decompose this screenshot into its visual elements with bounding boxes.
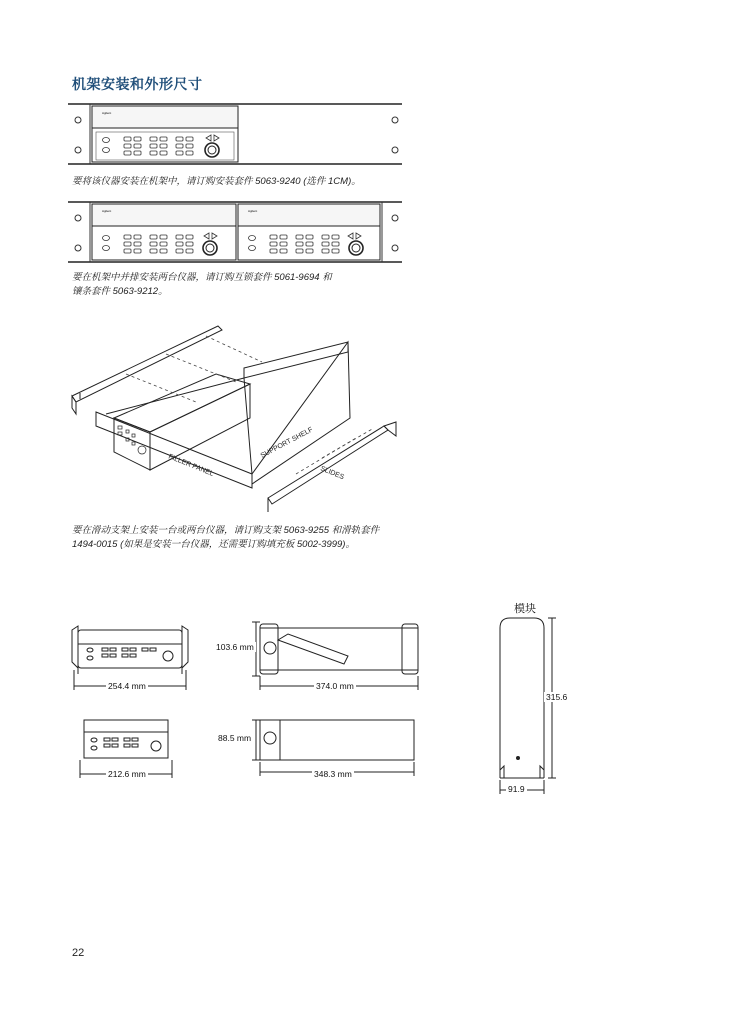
- rack-double-figure: [68, 198, 404, 266]
- dim-large-depth: 374.0 mm: [316, 681, 354, 691]
- caption-rack-single: 要将该仪器安装在机架中，请订购安装套件 5063-9240 (选件 1CM)。: [72, 176, 361, 187]
- dim-small-width: 212.6 mm: [108, 769, 146, 779]
- module-view: [490, 614, 560, 796]
- caption-shelf-line1: 要在滑动支架上安装一台或两台仪器，请订购支架 5063-9255 和滑轨套件: [72, 525, 380, 536]
- dim-module-width: 91.9: [508, 784, 525, 794]
- dim-module-height: 315.6: [546, 692, 568, 702]
- instrument-front-panel-left: [92, 204, 236, 260]
- instrument-front-panel-right: [238, 204, 380, 260]
- svg-text:Agilent: Agilent: [102, 209, 112, 213]
- label-support-shelf: SUPPORT SHELF: [259, 426, 315, 460]
- instrument-front-panel: [92, 106, 238, 162]
- caption-shelf: [72, 524, 379, 552]
- dim-small-height: 88.5 mm: [218, 733, 252, 743]
- dim-large-height: 103.6 mm: [216, 642, 254, 652]
- svg-text:Agilent: Agilent: [248, 209, 258, 213]
- svg-text:Agilent: Agilent: [102, 111, 112, 115]
- caption-shelf-line2: 1494-0015 (如果是安装一台仪器，还需要订购填充板 5002-3999)。: [72, 539, 355, 550]
- support-shelf-illustration: [66, 318, 406, 514]
- dim-small-depth: 348.3 mm: [314, 769, 352, 779]
- caption-rack-double-line2: 镶条套件 5063-9212。: [72, 286, 168, 297]
- label-filler-panel: FILLER PANEL: [167, 453, 215, 478]
- module-title: 模块: [514, 603, 536, 615]
- page-number: 22: [72, 947, 85, 959]
- page-title: 机架安装和外形尺寸: [72, 76, 203, 92]
- caption-rack-double: [72, 271, 332, 299]
- dim-large-width: 254.4 mm: [108, 681, 146, 691]
- label-slides: SLIDES: [319, 465, 345, 482]
- rack-single-figure: [68, 100, 404, 168]
- caption-rack-double-line1: 要在机架中并排安装两台仪器，请订购互锁套件 5061-9694 和: [72, 272, 332, 283]
